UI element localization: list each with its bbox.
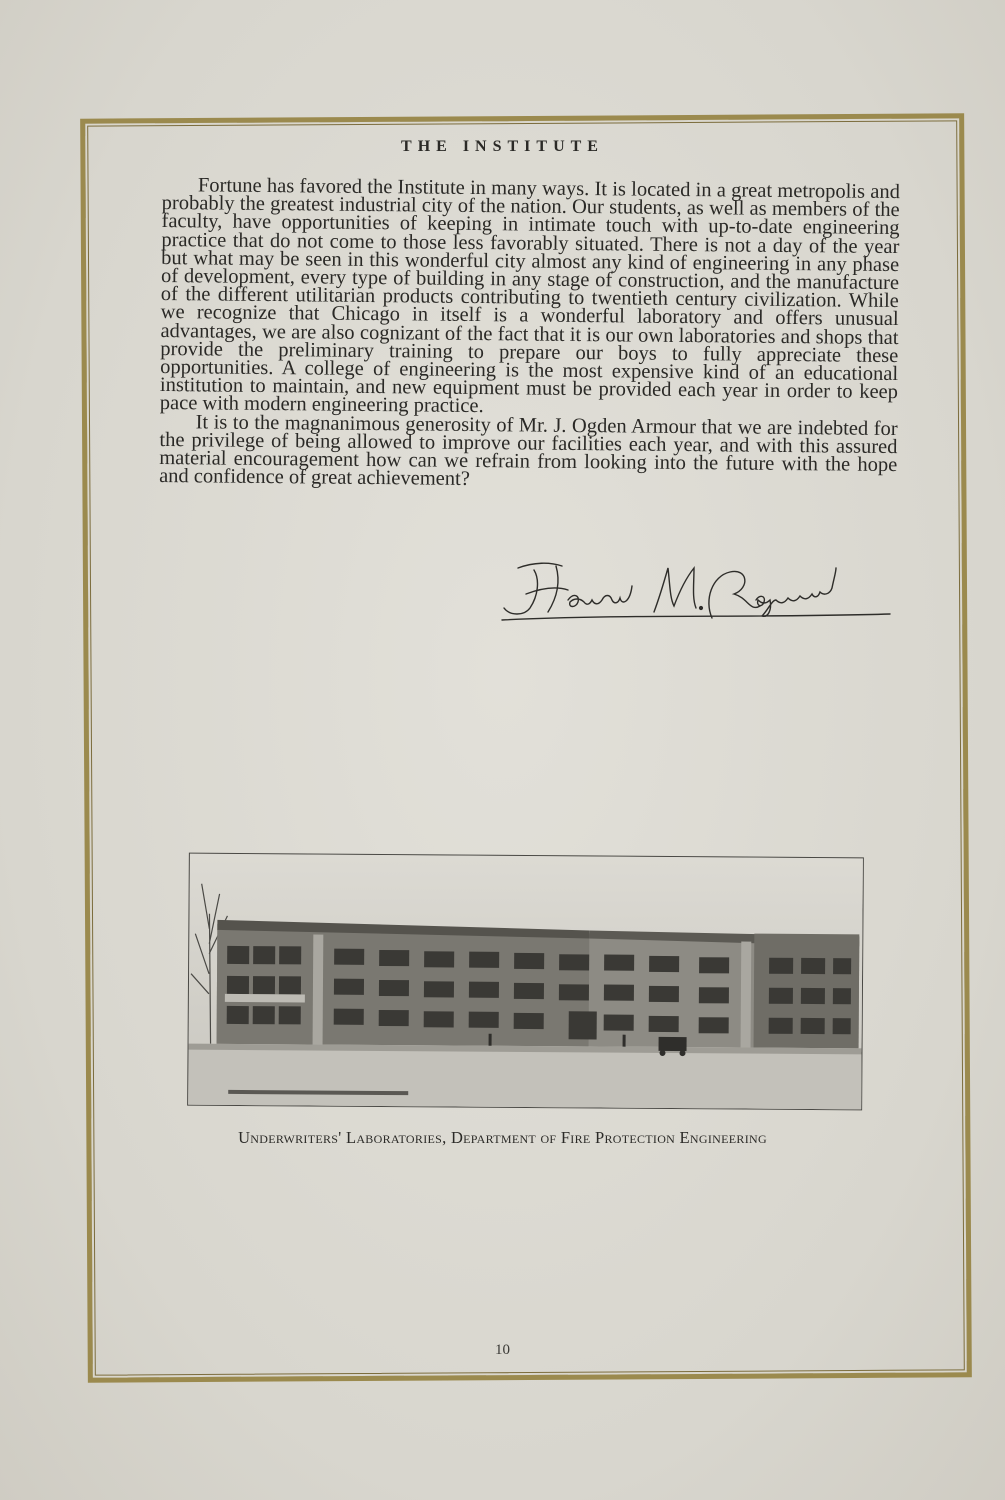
building-photo	[187, 853, 864, 1111]
signature	[498, 556, 898, 628]
body-text	[159, 176, 900, 493]
photo-caption: Underwriters' Laboratories, Department of Fire Protection Engineering	[238, 1128, 767, 1147]
building-illustration-icon	[188, 854, 864, 1111]
page-heading: THE INSTITUTE	[401, 138, 604, 155]
handwritten-signature-icon	[498, 556, 898, 628]
paragraph-2: It is to the magnanimous generosity of Mr. J. Ogden Armour that we are indebted for the privilege of being allowed to improve our facilities each year, and with this assured material encouragement how can we refrain from looking into the future with the hope and confidence of great achievement?	[159, 410, 898, 491]
page-number: 10	[495, 1342, 510, 1358]
paragraph-1: Fortune has favored the Institute in many ways. It is located in a great metropolis and probably the greatest industrial city of the nation. Our students, as well as members of the faculty, have opportunities of keeping in intimate touch with up-to-date engineering practice that do not come to those less favorably situated. There is not a day of the year but what may be seen in this wonderful city almost any kind of engineering in any phase of development, every type of building in any stage of construction, and the manufacture of the different utilitarian products contributing to twentieth century civilization. While we recognize that Chicago in itself is a wonderful laboratory and offers unusual advantages, we are also cognizant of the fact that it is our own laboratories and shops that provide the preliminary training to prepare our boys to fully appreciate these opportunities. A college of engineering is the most expensive kind of an educational institution to maintain, and new equipment must be provided each year in order to keep pace with modern engineering practice.	[159, 174, 900, 418]
